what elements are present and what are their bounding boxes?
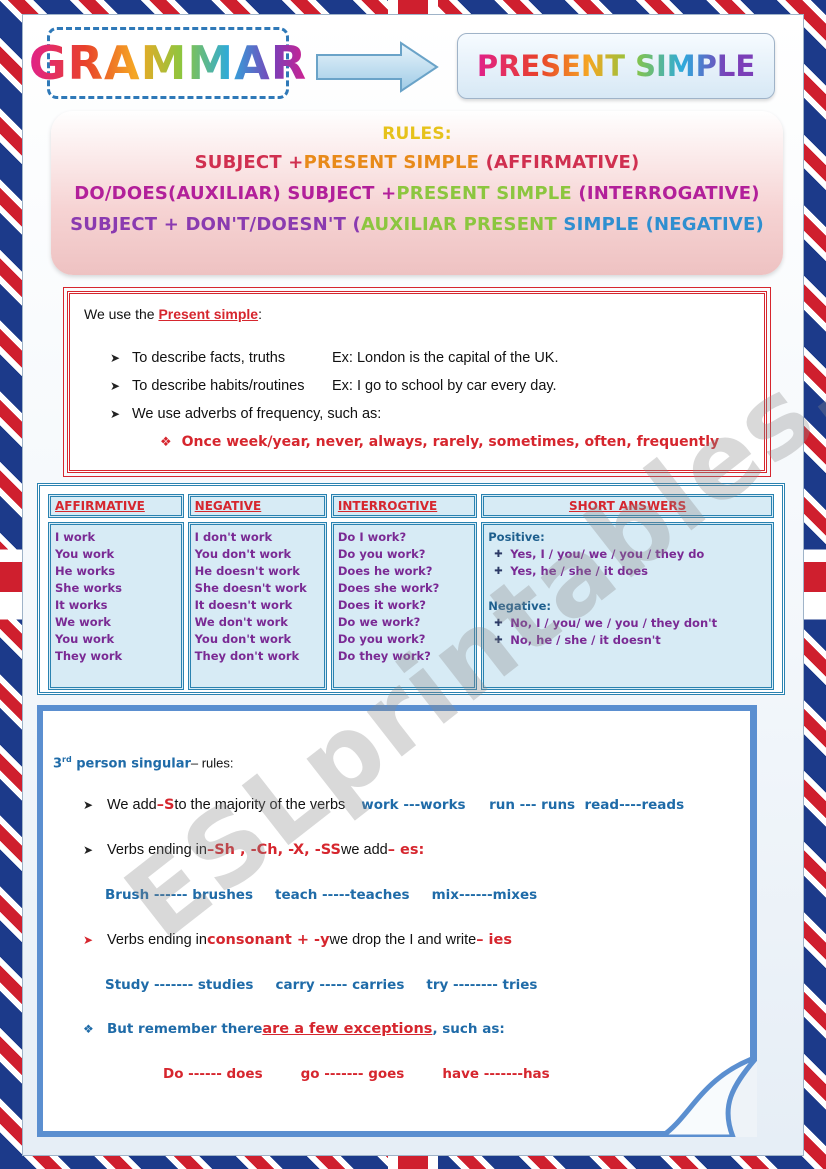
examples-es: Brush ------ brushes teach -----teaches mix------mixes (105, 887, 538, 903)
rules-panel (51, 111, 783, 275)
rule-interrogative: DO/DOES(AUXILIAR) SUBJECT +PRESENT SIMPLE (INTERROGATIVE) (74, 183, 760, 204)
arrow-bullet-icon: ➤ (110, 407, 121, 421)
conjugation-table (37, 483, 785, 695)
header-interrogative: INTERROGTIVE (331, 494, 477, 518)
grammar-label-box (28, 27, 308, 99)
uses-box (67, 291, 767, 473)
third-person-rules-box (37, 705, 757, 1137)
rule-add-es: ➤ Verbs ending in –Sh , -Ch, -X, -SS we add – es: (83, 842, 425, 858)
uses-intro: We use the Present simple: (84, 306, 262, 322)
arrow-right-icon (315, 41, 441, 93)
use-item: ➤ We use adverbs of frequency, such as: (110, 406, 382, 422)
rule-negative: SUBJECT + DON'T/DOESN'T (AUXILIAR PRESENT SIMPLE (NEGATIVE) (70, 214, 764, 235)
page-title: PRESENT SIMPLE (476, 49, 756, 83)
examples-ies: Study ------- studies carry ----- carries try -------- tries (105, 977, 538, 993)
arrow-bullet-icon: ➤ (110, 351, 121, 365)
diamond-bullet-icon: ❖ (83, 1022, 94, 1036)
rule-ies: ➤ Verbs ending in consonant + -y we drop the I and write – ies (83, 932, 512, 948)
header-short-answers: SHORT ANSWERS (481, 494, 774, 518)
worksheet-page (22, 14, 804, 1156)
use-item: ➤ To describe habits/routines Ex: I go to school by car every day. (110, 378, 557, 394)
arrow-bullet-icon: ➤ (83, 933, 94, 947)
negative-column: I don't work You don't work He doesn't work She doesn't work It doesn't work We don't work You don't work They don't work (188, 522, 327, 690)
third-person-title: 3rd person singular– rules: (53, 755, 234, 772)
short-answers-column: Positive: ✚ Yes, I / you/ we / you / they do ✚ Yes, he / she / it does Negative: ✚ No, I / you/ we / you / they don't ✚ No, he / she / it doesn't (481, 522, 774, 690)
rules-heading: RULES: (382, 124, 452, 144)
grammar-label: GRAMMAR (28, 36, 308, 90)
rule-affirmative: SUBJECT +PRESENT SIMPLE (AFFIRMATIVE) (194, 152, 640, 173)
page-curl-icon (661, 1057, 757, 1137)
interrogative-column: Do I work? Do you work? Does he work? Does she work? Does it work? Do we work? Do you work? Do they work? (331, 522, 477, 690)
use-item: ➤ To describe facts, truths Ex: London is the capital of the UK. (110, 350, 559, 366)
rule-add-s: ➤ We add –S to the majority of the verbs work ---works run --- runs read----reads (83, 797, 685, 813)
arrow-bullet-icon: ➤ (83, 798, 94, 812)
examples-exceptions: Do ------ does go ------- goes have -------has (163, 1066, 550, 1082)
diamond-bullet-icon: ❖ (160, 434, 172, 450)
title-box (457, 33, 775, 99)
header-negative: NEGATIVE (188, 494, 327, 518)
header-affirmative: AFFIRMATIVE (48, 494, 184, 518)
affirmative-column: I work You work He works She works It works We work You work They work (48, 522, 184, 690)
arrow-bullet-icon: ➤ (110, 379, 121, 393)
rule-exceptions: ❖ But remember there are a few exceptions , such as: (83, 1021, 505, 1037)
arrow-bullet-icon: ➤ (83, 843, 94, 857)
frequency-adverbs: ❖ Once week/year, never, always, rarely, sometimes, often, frequently (160, 434, 720, 450)
